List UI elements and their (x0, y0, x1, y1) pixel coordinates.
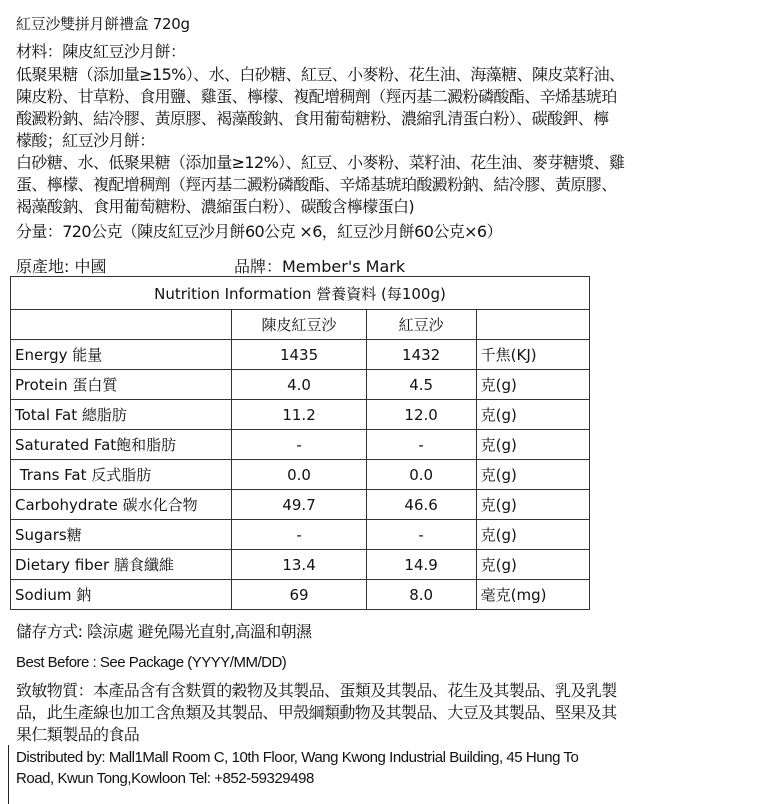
ingredients-line: 低聚果糖（添加量≥15%）、水、白砂糖、紅豆、小麥粉、花生油、海藻糖、陳皮菜籽油、 (16, 65, 625, 84)
ingredients-line: 檬酸；紅豆沙月餅： (16, 131, 155, 150)
nutrition-title: Nutrition Information 營養資料 (每100g) (11, 277, 590, 310)
table-row (11, 490, 590, 520)
nutrient-label: Trans Fat 反式脂肪 (11, 460, 232, 490)
value-chenpi: 49.7 (232, 490, 366, 520)
ingredients-line: 白砂糖、水、低聚果糖（添加量≥12%）、紅豆、小麥粉、菜籽油、花生油、麥芽糖漿、雞 (16, 153, 625, 172)
unit: 克(g) (476, 460, 589, 490)
allergens-line: 果仁類製品的食品 (16, 725, 140, 744)
origin: 原產地: 中國 (16, 257, 107, 276)
value-chenpi: 13.4 (232, 550, 366, 580)
value-chenpi: 1435 (232, 340, 366, 370)
nutrient-label: Sodium 鈉 (11, 580, 232, 610)
value-redbean: 4.5 (366, 370, 476, 400)
value-redbean: - (366, 430, 476, 460)
column-header (11, 310, 232, 340)
value-redbean: 12.0 (366, 400, 476, 430)
nutrient-label: Total Fat 總脂肪 (11, 400, 232, 430)
table-row (11, 340, 590, 370)
storage-instructions: 儲存方式: 陰涼處 避免陽光直射,高溫和朝濕 (16, 622, 312, 641)
value-chenpi: - (232, 430, 366, 460)
value-redbean: - (366, 520, 476, 550)
column-header: 陳皮紅豆沙 (232, 310, 366, 340)
ingredients-line: 褐藻酸鈉、食用葡萄糖粉、濃縮蛋白粉）、碳酸含檸檬蛋白) (16, 197, 415, 216)
value-redbean: 0.0 (366, 460, 476, 490)
nutrient-label: Dietary fiber 膳食纖維 (11, 550, 232, 580)
distributor-line: Distributed by: Mall1Mall Room C, 10th Floor, Wang Kwong Industrial Building, 45 Hung To (16, 749, 579, 766)
allergens-line: 品，此生產線也加工含魚類及其製品、甲殼綱類動物及其製品、大豆及其製品、堅果及其 (16, 703, 617, 722)
unit: 克(g) (476, 370, 589, 400)
product-title: 紅豆沙雙拼月餅禮盒 720g (16, 15, 190, 33)
ingredients-line: 陳皮粉、甘草粉、食用鹽、雞蛋、檸檬、複配增稠劑（羥丙基二澱粉磷酸酯、辛烯基琥珀 (16, 87, 617, 106)
column-header: 紅豆沙 (366, 310, 476, 340)
ingredients-line: 蛋、檸檬、複配增稠劑（羥丙基二澱粉磷酸酯、辛烯基琥珀酸澱粉鈉、結冷膠、黃原膠、 (16, 175, 617, 194)
table-row (11, 400, 590, 430)
nutrition-table (10, 276, 590, 610)
value-redbean: 1432 (366, 340, 476, 370)
value-chenpi: 69 (232, 580, 366, 610)
unit: 千焦(KJ) (476, 340, 589, 370)
unit: 克(g) (476, 550, 589, 580)
table-row (11, 460, 590, 490)
nutrient-label: Protein 蛋白質 (11, 370, 232, 400)
nutrient-label: Energy 能量 (11, 340, 232, 370)
unit: 克(g) (476, 520, 589, 550)
column-header (476, 310, 589, 340)
nutrient-label: Carbohydrate 碳水化合物 (11, 490, 232, 520)
ingredients-heading: 材料：陳皮紅豆沙月餅： (16, 42, 186, 61)
nutrition-header-row (11, 310, 590, 340)
net-weight: 分量：720公克（陳皮紅豆沙月餅60公克 ×6，紅豆沙月餅60公克×6） (16, 222, 502, 241)
table-row (11, 550, 590, 580)
unit: 克(g) (476, 400, 589, 430)
table-row (11, 520, 590, 550)
allergens-line: 致敏物質：本產品含有含麩質的穀物及其製品、蛋類及其製品、花生及其製品、乳及乳製 (16, 681, 617, 700)
unit: 毫克(mg) (476, 580, 589, 610)
value-chenpi: 4.0 (232, 370, 366, 400)
value-chenpi: 0.0 (232, 460, 366, 490)
unit: 克(g) (476, 430, 589, 460)
table-row (11, 580, 590, 610)
unit: 克(g) (476, 490, 589, 520)
value-redbean: 8.0 (366, 580, 476, 610)
nutrient-label: Saturated Fat飽和脂肪 (11, 430, 232, 460)
table-row (11, 430, 590, 460)
nutrient-label: Sugars糖 (11, 520, 232, 550)
value-redbean: 46.6 (366, 490, 476, 520)
table-row (11, 370, 590, 400)
best-before: Best Before : See Package (YYYY/MM/DD) (16, 654, 287, 671)
brand: 品牌：Member's Mark (234, 257, 406, 276)
value-chenpi: 11.2 (232, 400, 366, 430)
nutrition-title-row (11, 277, 590, 310)
left-border-line (8, 745, 9, 804)
distributor-line: Road, Kwun Tong,Kowloon Tel: +852-59329498 (16, 770, 314, 787)
value-chenpi: - (232, 520, 366, 550)
value-redbean: 14.9 (366, 550, 476, 580)
ingredients-line: 酸澱粉鈉、結冷膠、黃原膠、褐藻酸鈉、食用葡萄糖粉、濃縮乳清蛋白粉）、碳酸鉀、檸 (16, 109, 609, 128)
